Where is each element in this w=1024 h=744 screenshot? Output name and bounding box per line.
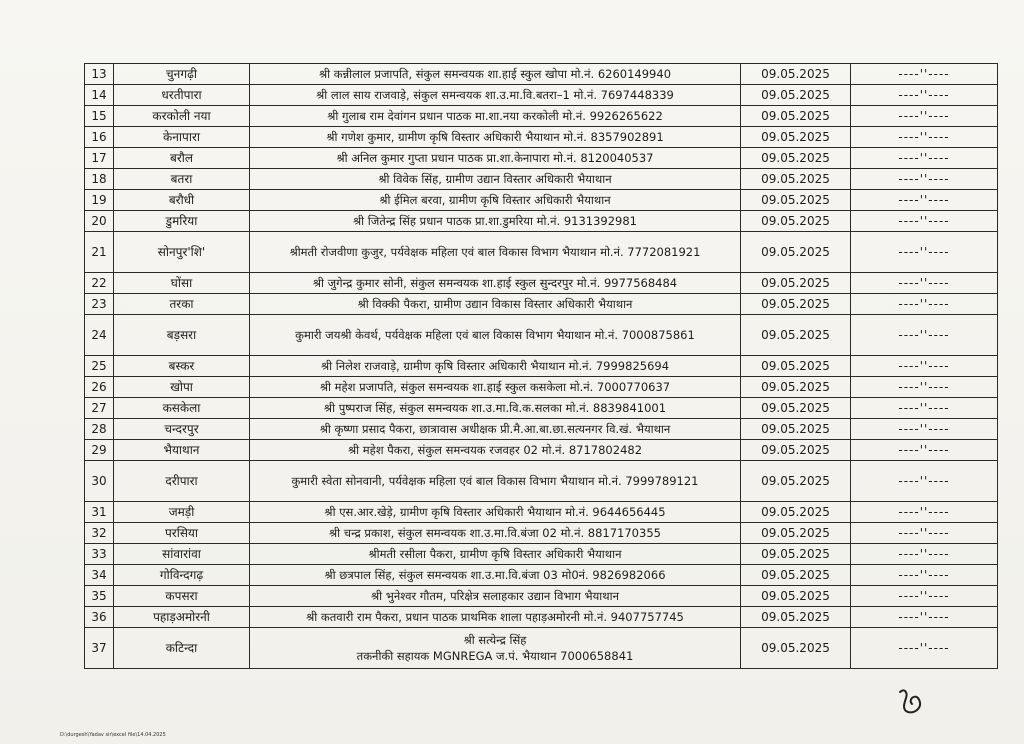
date-cell: 09.05.2025 <box>741 169 851 190</box>
footer-file-path: D:\durgesh\Yadav sir\excel file\14.04.2025 <box>60 732 166 738</box>
table-row <box>85 377 998 398</box>
serial-number-cell: 34 <box>85 565 114 586</box>
place-cell: गोविन्दगढ़ <box>114 565 250 586</box>
officer-cell: श्री गणेश कुमार, ग्रामीण कृषि विस्तार अधिकारी भैयाथान मो.नं. 8357902891 <box>250 127 741 148</box>
table-row <box>85 398 998 419</box>
officer-cell: श्रीमती रोजवीणा कुजुर, पर्यवेक्षक महिला एवं बाल विकास विभाग भैयाथान मो.नं. 7772081921 <box>250 232 741 273</box>
date-cell: 09.05.2025 <box>741 440 851 461</box>
place-cell: पहाड़अमोरनी <box>114 607 250 628</box>
remark-cell: ----''---- <box>851 398 998 419</box>
table-row <box>85 294 998 315</box>
remark-cell: ----''---- <box>851 64 998 85</box>
date-cell: 09.05.2025 <box>741 106 851 127</box>
officer-cell: श्री महेश पैकरा, संकुल समन्वयक रजवहर 02 मो.नं. 8717802482 <box>250 440 741 461</box>
remark-cell: ----''---- <box>851 461 998 502</box>
remark-cell: ----''---- <box>851 377 998 398</box>
serial-number-cell: 19 <box>85 190 114 211</box>
date-cell: 09.05.2025 <box>741 294 851 315</box>
place-cell: डुमरिया <box>114 211 250 232</box>
date-cell: 09.05.2025 <box>741 398 851 419</box>
table-row <box>85 190 998 211</box>
serial-number-cell: 28 <box>85 419 114 440</box>
remark-cell: ----''---- <box>851 502 998 523</box>
remark-cell: ----''---- <box>851 523 998 544</box>
table-row <box>85 461 998 502</box>
serial-number-cell: 30 <box>85 461 114 502</box>
officer-cell: श्री विक्की पैकरा, ग्रामीण उद्यान विकास विस्तार अधिकारी भैयाथान <box>250 294 741 315</box>
remark-cell: ----''---- <box>851 294 998 315</box>
officer-cell <box>250 628 741 669</box>
place-cell: तरका <box>114 294 250 315</box>
date-cell: 09.05.2025 <box>741 232 851 273</box>
place-cell: खोपा <box>114 377 250 398</box>
date-cell: 09.05.2025 <box>741 586 851 607</box>
remark-cell: ----''---- <box>851 586 998 607</box>
table-row <box>85 356 998 377</box>
date-cell: 09.05.2025 <box>741 190 851 211</box>
officer-cell: श्री पुष्पराज सिंह, संकुल समन्वयक शा.उ.मा.वि.क.सलका मो.नं. 8839841001 <box>250 398 741 419</box>
officer-cell: श्री भुनेश्वर गौतम, परिक्षेत्र सलाहकार उद्यान विभाग भैयाथान <box>250 586 741 607</box>
serial-number-cell: 17 <box>85 148 114 169</box>
officer-cell: कुमारी जयश्री केवर्थ, पर्यवेक्षक महिला एवं बाल विकास विभाग भैयाथान मो.नं. 7000875861 <box>250 315 741 356</box>
table-row <box>85 64 998 85</box>
place-cell: बरौल <box>114 148 250 169</box>
date-cell: 09.05.2025 <box>741 273 851 294</box>
date-cell: 09.05.2025 <box>741 607 851 628</box>
table-row <box>85 273 998 294</box>
place-cell: दरीपारा <box>114 461 250 502</box>
place-cell: कसकेला <box>114 398 250 419</box>
officer-cell: श्री अनिल कुमार गुप्ता प्रधान पाठक प्रा.शा.केनापारा मो.नं. 8120040537 <box>250 148 741 169</box>
serial-number-cell: 36 <box>85 607 114 628</box>
table-row <box>85 315 998 356</box>
serial-number-cell: 20 <box>85 211 114 232</box>
serial-number-cell: 26 <box>85 377 114 398</box>
place-cell: सोनपुर'शि' <box>114 232 250 273</box>
table-row <box>85 607 998 628</box>
remark-cell: ----''---- <box>851 440 998 461</box>
table-row <box>85 127 998 148</box>
remark-cell: ----''---- <box>851 127 998 148</box>
date-cell: 09.05.2025 <box>741 523 851 544</box>
table-body <box>85 64 998 669</box>
serial-number-cell: 33 <box>85 544 114 565</box>
date-cell: 09.05.2025 <box>741 315 851 356</box>
table-row <box>85 586 998 607</box>
remark-cell: ----''---- <box>851 232 998 273</box>
place-cell: सांवारांवा <box>114 544 250 565</box>
officer-cell: कुमारी स्वेता सोनवानी, पर्यवेक्षक महिला एवं बाल विकास विभाग भैयाथान मो.नं. 7999789121 <box>250 461 741 502</box>
serial-number-cell: 16 <box>85 127 114 148</box>
officer-cell: श्री कन्नीलाल प्रजापति, संकुल समन्वयक शा.हाई स्कुल खोपा मो.नं. 6260149940 <box>250 64 741 85</box>
officer-cell: श्रीमती रसीला पैकरा, ग्रामीण कृषि विस्तार अधिकारी भैयाथान <box>250 544 741 565</box>
place-cell: घोंसा <box>114 273 250 294</box>
table-row <box>85 419 998 440</box>
serial-number-cell: 23 <box>85 294 114 315</box>
date-cell: 09.05.2025 <box>741 419 851 440</box>
remark-cell: ----''---- <box>851 148 998 169</box>
table-row <box>85 211 998 232</box>
place-cell: बस्कर <box>114 356 250 377</box>
signature-mark-icon <box>894 684 928 718</box>
serial-number-cell: 15 <box>85 106 114 127</box>
place-cell: बड़सरा <box>114 315 250 356</box>
serial-number-cell: 13 <box>85 64 114 85</box>
remark-cell: ----''---- <box>851 85 998 106</box>
table-row <box>85 544 998 565</box>
officer-cell: श्री एस.आर.खेड़े, ग्रामीण कृषि विस्तार अधिकारी भैयाथान मो.नं. 9644656445 <box>250 502 741 523</box>
officer-cell: श्री जितेन्द्र सिंह प्रधान पाठक प्रा.शा.डुमरिया मो.नं. 9131392981 <box>250 211 741 232</box>
date-cell: 09.05.2025 <box>741 211 851 232</box>
place-cell: भैयाथान <box>114 440 250 461</box>
serial-number-cell: 24 <box>85 315 114 356</box>
officer-cell: श्री ईमिल बरवा, ग्रामीण कृषि विस्तार अधिकारी भैयाथान <box>250 190 741 211</box>
officer-cell: श्री निलेश राजवाड़े, ग्रामीण कृषि विस्तार अधिकारी भैयाथान मो.नं. 7999825694 <box>250 356 741 377</box>
serial-number-cell: 29 <box>85 440 114 461</box>
date-cell: 09.05.2025 <box>741 85 851 106</box>
remark-cell: ----''---- <box>851 419 998 440</box>
date-cell: 09.05.2025 <box>741 565 851 586</box>
table-row <box>85 440 998 461</box>
place-cell: चुनगढ़ी <box>114 64 250 85</box>
officer-cell: श्री लाल साय राजवाड़े, संकुल समन्वयक शा.उ.मा.वि.बतरा–1 मो.नं. 7697448339 <box>250 85 741 106</box>
serial-number-cell: 21 <box>85 232 114 273</box>
serial-number-cell: 25 <box>85 356 114 377</box>
remark-cell: ----''---- <box>851 628 998 669</box>
officer-cell: श्री जुगेन्द्र कुमार सोनी, संकुल समन्वयक शा.हाई स्कुल सुन्दरपुर मो.नं. 9977568484 <box>250 273 741 294</box>
table-row <box>85 148 998 169</box>
remark-cell: ----''---- <box>851 356 998 377</box>
place-cell: बरौधी <box>114 190 250 211</box>
remark-cell: ----''---- <box>851 190 998 211</box>
place-cell: परसिया <box>114 523 250 544</box>
table-row <box>85 523 998 544</box>
table-row <box>85 628 998 669</box>
officer-cell: श्री महेश प्रजापति, संकुल समन्वयक शा.हाई स्कुल कसकेला मो.नं. 7000770637 <box>250 377 741 398</box>
date-cell: 09.05.2025 <box>741 544 851 565</box>
table-row <box>85 85 998 106</box>
officer-cell: श्री चन्द्र प्रकाश, संकुल समन्वयक शा.उ.मा.वि.बंजा 02 मो.नं. 8817170355 <box>250 523 741 544</box>
officer-cell: श्री गुलाब राम देवांगन प्रधान पाठक मा.शा.नया करकोली मो.नं. 9926265622 <box>250 106 741 127</box>
date-cell: 09.05.2025 <box>741 377 851 398</box>
date-cell: 09.05.2025 <box>741 461 851 502</box>
place-cell: केनापारा <box>114 127 250 148</box>
date-cell: 09.05.2025 <box>741 127 851 148</box>
date-cell: 09.05.2025 <box>741 148 851 169</box>
place-cell: जमड़ी <box>114 502 250 523</box>
place-cell: बतरा <box>114 169 250 190</box>
table-row <box>85 232 998 273</box>
serial-number-cell: 14 <box>85 85 114 106</box>
place-cell: चन्दरपुर <box>114 419 250 440</box>
remark-cell: ----''---- <box>851 106 998 127</box>
serial-number-cell: 32 <box>85 523 114 544</box>
officer-cell: श्री कृष्णा प्रसाद पैकरा, छात्रावास अधीक्षक प्री.मै.आ.बा.छा.सत्यनगर वि.खं. भैयाथान <box>250 419 741 440</box>
remark-cell: ----''---- <box>851 565 998 586</box>
officer-cell: श्री कतवारी राम पैकरा, प्रधान पाठक प्राथमिक शाला पहाड़अमोरनी मो.नं. 9407757745 <box>250 607 741 628</box>
remark-cell: ----''---- <box>851 169 998 190</box>
officer-name-line: श्री सत्येन्द्र सिंह <box>463 633 527 647</box>
remark-cell: ----''---- <box>851 607 998 628</box>
date-cell: 09.05.2025 <box>741 502 851 523</box>
date-cell: 09.05.2025 <box>741 356 851 377</box>
place-cell: करकोली नया <box>114 106 250 127</box>
remark-cell: ----''---- <box>851 273 998 294</box>
officer-cell: श्री छत्रपाल सिंह, संकुल समन्वयक शा.उ.मा.वि.बंजा 03 मो0नं. 9826982066 <box>250 565 741 586</box>
serial-number-cell: 22 <box>85 273 114 294</box>
place-cell: कटिन्दा <box>114 628 250 669</box>
serial-number-cell: 27 <box>85 398 114 419</box>
officer-designation-line: तकनीकी सहायक MGNREGA ज.पं. भैयाथान 7000658841 <box>356 649 634 663</box>
serial-number-cell: 18 <box>85 169 114 190</box>
date-cell: 09.05.2025 <box>741 64 851 85</box>
officer-cell: श्री विवेक सिंह, ग्रामीण उद्यान विस्तार अधिकारी भैयाथान <box>250 169 741 190</box>
table-row <box>85 565 998 586</box>
place-cell: धरतीपारा <box>114 85 250 106</box>
allocation-table <box>84 63 998 669</box>
table-row <box>85 106 998 127</box>
table-row <box>85 169 998 190</box>
remark-cell: ----''---- <box>851 211 998 232</box>
remark-cell: ----''---- <box>851 315 998 356</box>
serial-number-cell: 31 <box>85 502 114 523</box>
remark-cell: ----''---- <box>851 544 998 565</box>
serial-number-cell: 37 <box>85 628 114 669</box>
date-cell: 09.05.2025 <box>741 628 851 669</box>
place-cell: कपसरा <box>114 586 250 607</box>
serial-number-cell: 35 <box>85 586 114 607</box>
table-row <box>85 502 998 523</box>
